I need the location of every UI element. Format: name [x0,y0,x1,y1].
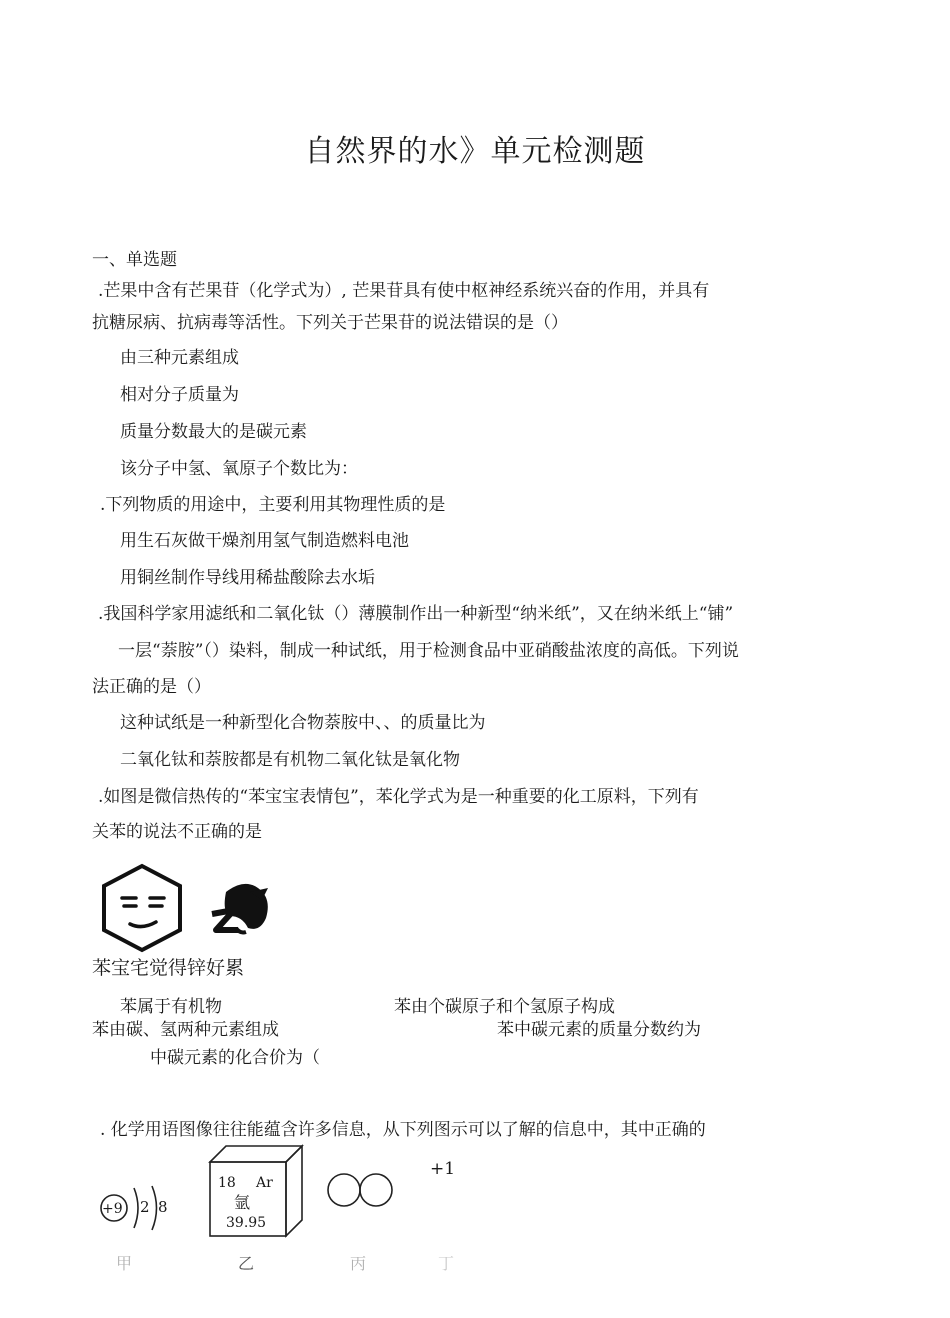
q3-stem-line2: 一层“萘胺”（）染料，制成一种试纸，用于检测食品中亚硝酸盐浓度的高低。下列说 [118,641,739,661]
q5-stem: . 化学用语图像往往能蕴含许多信息，从下列图示可以了解的信息中，其中正确的 [100,1120,706,1140]
q4-option-d: 苯中碳元素的质量分数约为 [497,1020,701,1040]
q2-stem: .下列物质的用途中，主要利用其物理性质的是 [100,495,446,515]
element-name: 氩 [234,1193,251,1212]
figure-label-yi: 乙 [238,1254,255,1273]
element-symbol: Ar [256,1175,273,1191]
q4-option-c: 苯由碳、氢两种元素组成 [92,1020,279,1040]
q3-options-line2: 二氧化钛和萘胺都是有机物二氧化钛是氧化物 [120,750,460,770]
atom-shell-1: 2 [140,1198,150,1216]
figure-label-jia: 甲 [116,1254,133,1273]
q4-stem-line2: 关苯的说法不正确的是 [92,822,262,842]
figure-label-bing: 丙 [350,1254,367,1273]
q1-stem-line1: .芒果中含有芒果苷（化学式为）, 芒果苷具有使中枢神经系统兴奋的作用，并具有 [98,281,710,301]
benzene-image-caption: 苯宝宅觉得锌好累 [92,957,245,979]
page-title: 自然界的水》单元检测题 [304,134,646,169]
q1-option-d: 该分子中氢、氧原子个数比为： [120,459,358,479]
element-atomic-mass: 39.95 [226,1215,267,1231]
atom-shell-2: 8 [158,1198,168,1216]
q4-stem-line1: .如图是微信热传的“苯宝宝表情包”，苯化学式为是一种重要的化工原料，下列有 [98,787,699,807]
section-heading: 一、单选题 [92,250,177,270]
q2-options-line2: 用铜丝制作导线用稀盐酸除去水垢 [120,568,375,588]
benzene-emoji-image [100,862,285,957]
q4-option-a: 苯属于有机物 [120,997,222,1017]
q3-stem-line3: 法正确的是（） [92,677,211,697]
q1-option-b: 相对分子质量为 [120,385,239,405]
q1-option-a: 由三种元素组成 [120,348,239,368]
atom-nucleus-charge: +9 [102,1201,123,1217]
q3-stem-line1: .我国科学家用滤纸和二氧化钛（）薄膜制作出一种新型“纳米纸”，又在纳米纸上“铺” [98,604,734,624]
element-atomic-number: 18 [218,1175,236,1191]
valence-notation: +1 [430,1159,456,1179]
q4-option-e: 中碳元素的化合价为（ [150,1048,320,1068]
q1-option-c: 质量分数最大的是碳元素 [120,422,307,442]
q3-options-line1: 这种试纸是一种新型化合物萘胺中、、的质量比为 [120,713,486,733]
q4-option-b: 苯由个碳原子和个氢原子构成 [394,997,615,1017]
q2-options-line1: 用生石灰做干燥剂用氢气制造燃料电池 [120,531,409,551]
figure-label-ding: 丁 [438,1254,455,1273]
q1-stem-line2: 抗糖尿病、抗病毒等活性。下列关于芒果苷的说法错误的是（） [92,313,568,333]
molecule-model-diagram [326,1170,396,1210]
